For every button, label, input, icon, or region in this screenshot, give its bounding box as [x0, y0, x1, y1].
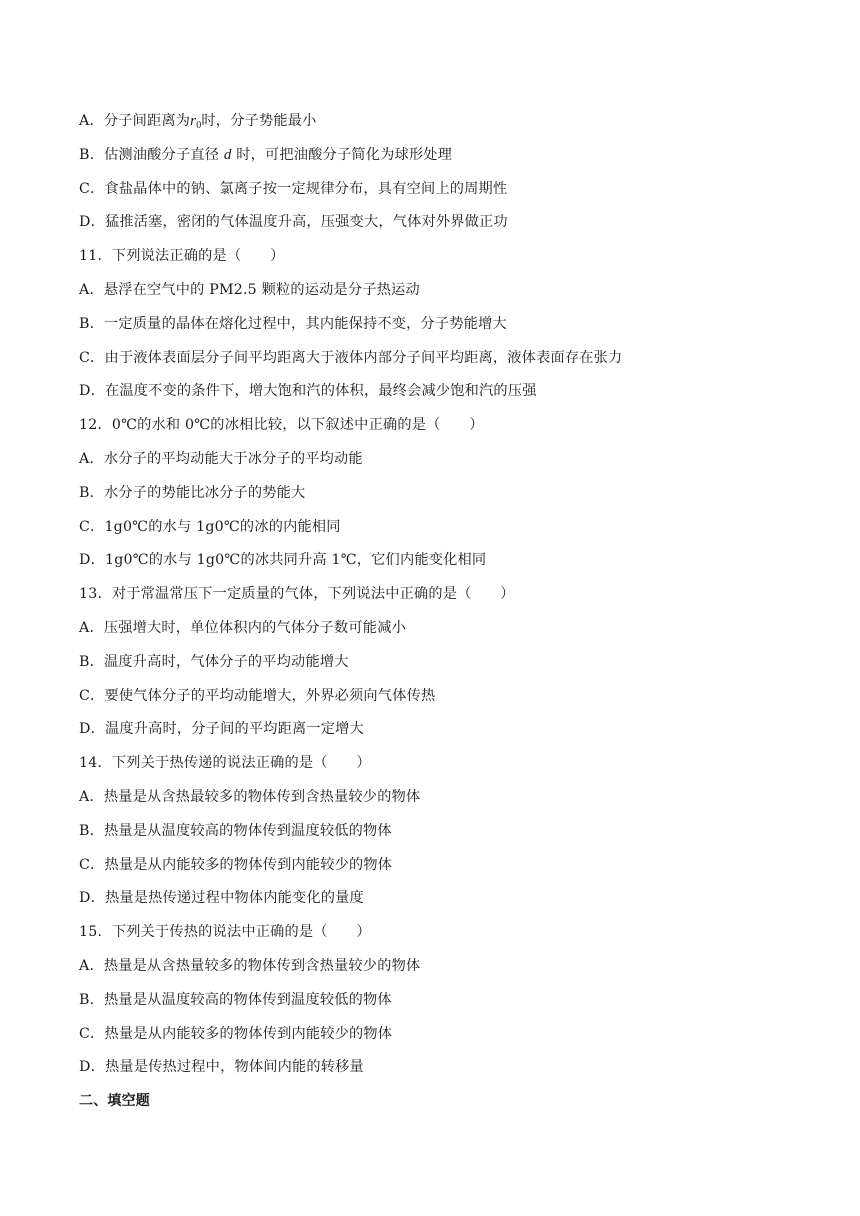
- question-option: D．热量是传热过程中，物体间内能的转移量: [79, 1059, 364, 1076]
- question-option: A．悬浮在空气中的 PM2.5 颗粒的运动是分子热运动: [79, 281, 420, 298]
- question-stem: 12．0℃的水和 0℃的冰相比较，以下叙述中正确的是（ ）: [79, 417, 484, 434]
- question-option: D．在温度不变的条件下，增大饱和汽的体积，最终会减少饱和汽的压强: [79, 383, 537, 400]
- question-stem: 11．下列说法正确的是（ ）: [79, 248, 285, 265]
- r0-symbol: $r_0$: [190, 113, 202, 131]
- question-option: C．由于液体表面层分子间平均距离大于液体内部分子间平均距离，液体表面存在张力: [79, 349, 623, 366]
- question-option: D．温度升高时，分子间的平均距离一定增大: [79, 721, 364, 738]
- question-option: B．温度升高时，气体分子的平均动能增大: [79, 653, 349, 670]
- question-stem: 13．对于常温常压下一定质量的气体，下列说法中正确的是（ ）: [79, 586, 515, 603]
- question-stem: 15．下列关于传热的说法中正确的是（ ）: [79, 924, 371, 941]
- question-option: C．要使气体分子的平均动能增大，外界必须向气体传热: [79, 687, 436, 704]
- d-symbol: d: [223, 146, 232, 163]
- q10-option-a: A．分子间距离为$r_0$时，分子势能最小: [79, 113, 317, 131]
- question-option: C．热量是从内能较多的物体传到内能较少的物体: [79, 856, 393, 873]
- question-option: B．一定质量的晶体在熔化过程中，其内能保持不变，分子势能增大: [79, 315, 507, 332]
- question-option: C．热量是从内能较多的物体传到内能较少的物体: [79, 1025, 393, 1042]
- question-option: D．1g0℃的水与 1g0℃的冰共同升高 1℃，它们内能变化相同: [79, 552, 487, 569]
- question-option: C．1g0℃的水与 1g0℃的冰的内能相同: [79, 518, 341, 535]
- question-stem: 14．下列关于热传递的说法正确的是（ ）: [79, 755, 371, 772]
- question-option: B．热量是从温度较高的物体传到温度较低的物体: [79, 991, 392, 1008]
- question-option: A．热量是从含热量较多的物体传到含热量较少的物体: [79, 957, 421, 974]
- question-option: A．压强增大时，单位体积内的气体分子数可能减小: [79, 619, 406, 636]
- page-content: [79, 110, 799, 1124]
- question-option: B．水分子的势能比冰分子的势能大: [79, 484, 306, 501]
- q10-option-c: C．食盐晶体中的钠、氯离子按一定规律分布，具有空间上的周期性: [79, 180, 508, 197]
- q10-option-d: D．猛推活塞，密闭的气体温度升高，压强变大，气体对外界做正功: [79, 214, 508, 231]
- question-option: A．水分子的平均动能大于冰分子的平均动能: [79, 450, 363, 467]
- question-option: B．热量是从温度较高的物体传到温度较低的物体: [79, 822, 392, 839]
- section-heading: 二、填空题: [79, 1093, 150, 1110]
- question-option: A．热量是从含热最较多的物体传到含热量较少的物体: [79, 788, 421, 805]
- question-option: D．热量是热传递过程中物体内能变化的量度: [79, 890, 364, 907]
- q10-option-b: B．估测油酸分子直径 d 时，可把油酸分子简化为球形处理: [79, 146, 453, 163]
